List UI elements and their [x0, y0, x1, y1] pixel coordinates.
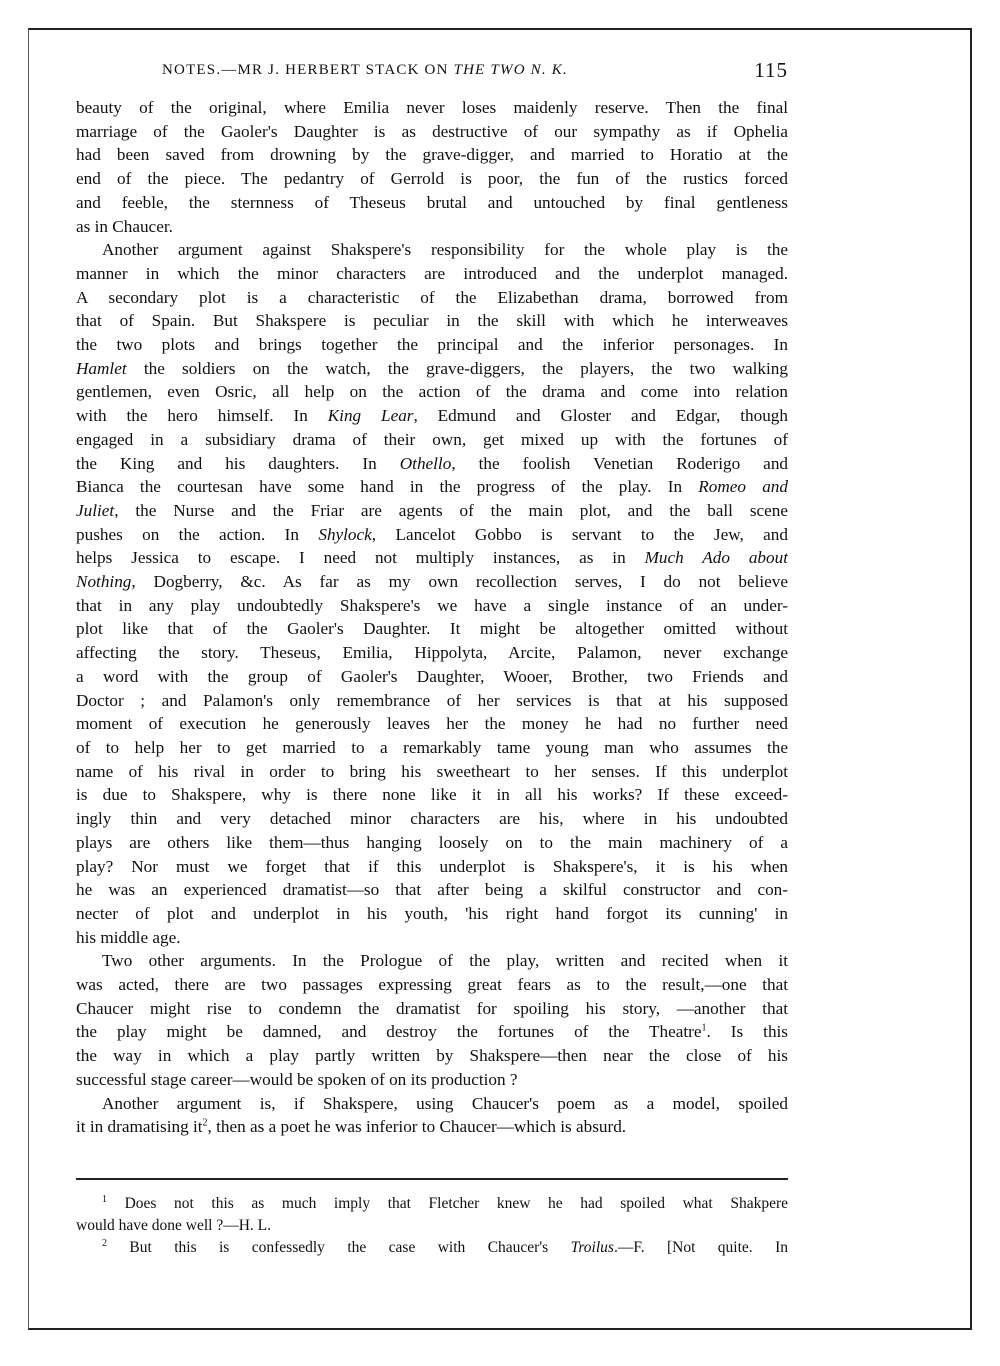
play-title: King Lear — [327, 406, 414, 426]
play-title: Troilus — [570, 1239, 614, 1256]
running-title — [162, 62, 568, 79]
footnote-rule — [76, 1178, 788, 1180]
text-line: ingly thin and very detached minor characters are his, where in his undoubted — [76, 809, 788, 829]
text-line: a word with the group of Gaoler's Daughter, Wooer, Brother, two Friends and — [76, 666, 788, 686]
text-line: Bianca the courtesan have some hand in the progress of the play. In Romeo and — [76, 477, 788, 497]
text-line: Nothing, Dogberry, &c. As far as my own recollection serves, I do not believe — [76, 572, 788, 592]
play-title: Nothing — [76, 572, 132, 592]
text-line: would have done well ?—H. L. — [76, 1217, 271, 1234]
play-title: Shylock — [318, 524, 372, 544]
play-title: Romeo and — [698, 477, 788, 497]
footnote-ref: 1 — [701, 1022, 707, 1034]
footnote-mark: 2 — [102, 1237, 107, 1249]
paragraph — [76, 949, 788, 1091]
play-title: Much Ado about — [644, 548, 788, 568]
text-line: was acted, there are two passages expressing great fears as to the result,—one that — [76, 975, 788, 995]
text-line: he was an experienced dramatist—so that after being a skilful constructor and con- — [76, 880, 788, 900]
footnote — [76, 1193, 788, 1237]
paragraph — [76, 96, 788, 238]
text-line: Another argument against Shakspere's responsibility for the whole play is the — [102, 240, 788, 260]
footnotes — [76, 1193, 788, 1259]
text-line: and feeble, the sternness of Theseus brutal and untouched by final gentleness — [76, 192, 788, 212]
text-line: of to help her to get married to a remarkably tame young man who assumes the — [76, 737, 788, 757]
text-line: Another argument is, if Shakspere, using Chaucer's poem as a model, spoiled — [102, 1093, 788, 1113]
text-line: the King and his daughters. In Othello, the foolish Venetian Roderigo and — [76, 453, 788, 473]
text-line: end of the piece. The pedantry of Gerrold is poor, the fun of the rustics forced — [76, 169, 788, 189]
text-line: the play might be damned, and destroy the fortunes of the Theatre$^1$. Is this — [76, 1022, 788, 1042]
text-line: Doctor ; and Palamon's only remembrance of her services is that at his supposed — [76, 690, 788, 710]
footnote-ref: 2 — [202, 1117, 208, 1129]
text-line: engaged in a subsidiary drama of their own, get mixed up with the fortunes of — [76, 429, 788, 449]
text-line: moment of execution he generously leaves her the money he had no further need — [76, 714, 788, 734]
footnote — [76, 1237, 788, 1259]
text-line: that in any play undoubtedly Shakspere's we have a single instance of an under- — [76, 595, 788, 615]
text-line: $^2$ But this is confessedly the case with Chaucer's Troilus.—F. [Not quite. In — [102, 1237, 788, 1256]
play-title: Hamlet — [76, 358, 127, 378]
text-line: the way in which a play partly written by Shakspere—then near the close of his — [76, 1046, 788, 1066]
text-line: beauty of the original, where Emilia never loses maidenly reserve. Then the final — [76, 98, 788, 117]
text-line: his middle age. — [76, 927, 181, 947]
text-line: marriage of the Gaoler's Daughter is as destructive of our sympathy as if Ophelia — [76, 121, 788, 141]
text-line: it in dramatising $it^2$, then as a poet he was inferior to Chaucer—which is absurd. — [76, 1117, 627, 1137]
page-number: 115 — [754, 58, 788, 82]
text-line: that of Spain. But Shakspere is peculiar in the skill with which he interweaves — [76, 311, 788, 331]
text-line: $^1$ Does not this as much imply that Fletcher knew he had spoiled what Shakpere — [102, 1193, 788, 1212]
running-title-author: NOTES.—MR J. HERBERT STACK ON — [162, 62, 454, 78]
text-line: play? Nor must we forget that if this underplot is Shakspere's, it is his when — [76, 856, 788, 876]
body-text — [76, 96, 788, 1139]
text-line: Chaucer might rise to condemn the dramatist for spoiling his story, —another that — [76, 998, 788, 1018]
text-line: is due to Shakspere, why is there none like it in all his works? If these exceed- — [76, 785, 788, 805]
play-title: Othello — [399, 453, 452, 473]
text-line: Two other arguments. In the Prologue of the play, written and recited when it — [102, 951, 788, 971]
text-line: Hamlet the soldiers on the watch, the grave-diggers, the players, the two walking — [76, 358, 788, 378]
paragraph — [76, 1092, 788, 1139]
text-line: as in Chaucer. — [76, 216, 173, 236]
running-title-play: THE TWO N. K. — [453, 62, 568, 78]
text-line: necter of plot and underplot in his youth, 'his right hand forgot its cunning' in — [76, 903, 788, 923]
text-line: had been saved from drowning by the grave-digger, and married to Horatio at the — [76, 145, 788, 165]
text-line: with the hero himself. In King Lear, Edmund and Gloster and Edgar, though — [76, 406, 788, 426]
text-line: manner in which the minor characters are introduced and the underplot managed. — [76, 263, 788, 283]
text-line: pushes on the action. In Shylock, Lancelot Gobbo is servant to the Jew, and — [76, 524, 788, 544]
text-line: gentlemen, even Osric, all help on the action of the drama and come into relation — [76, 382, 788, 402]
text-line: name of his rival in order to bring his sweetheart to her senses. If this underplot — [76, 761, 788, 781]
text-line: plot like that of the Gaoler's Daughter. It might be altogether omitted without — [76, 619, 788, 639]
play-title: Juliet — [76, 500, 115, 520]
text-line: affecting the story. Theseus, Emilia, Hippolyta, Arcite, Palamon, never exchange — [76, 643, 788, 663]
text-line: helps Jessica to escape. I need not multiply instances, as in Much Ado about — [76, 548, 788, 568]
text-line: the two plots and brings together the principal and the inferior personages. In — [76, 335, 788, 355]
text-line: plays are others like them—thus hanging loosely on to the main machinery of a — [76, 832, 788, 852]
footnote-mark: 1 — [102, 1193, 107, 1205]
text-line: successful stage career—would be spoken of on its production ? — [76, 1069, 518, 1089]
text-line: Juliet, the Nurse and the Friar are agents of the main plot, and the ball scene — [76, 500, 788, 520]
text-line: A secondary plot is a characteristic of the Elizabethan drama, borrowed from — [76, 287, 788, 307]
paragraph — [76, 238, 788, 949]
running-header — [76, 58, 788, 90]
